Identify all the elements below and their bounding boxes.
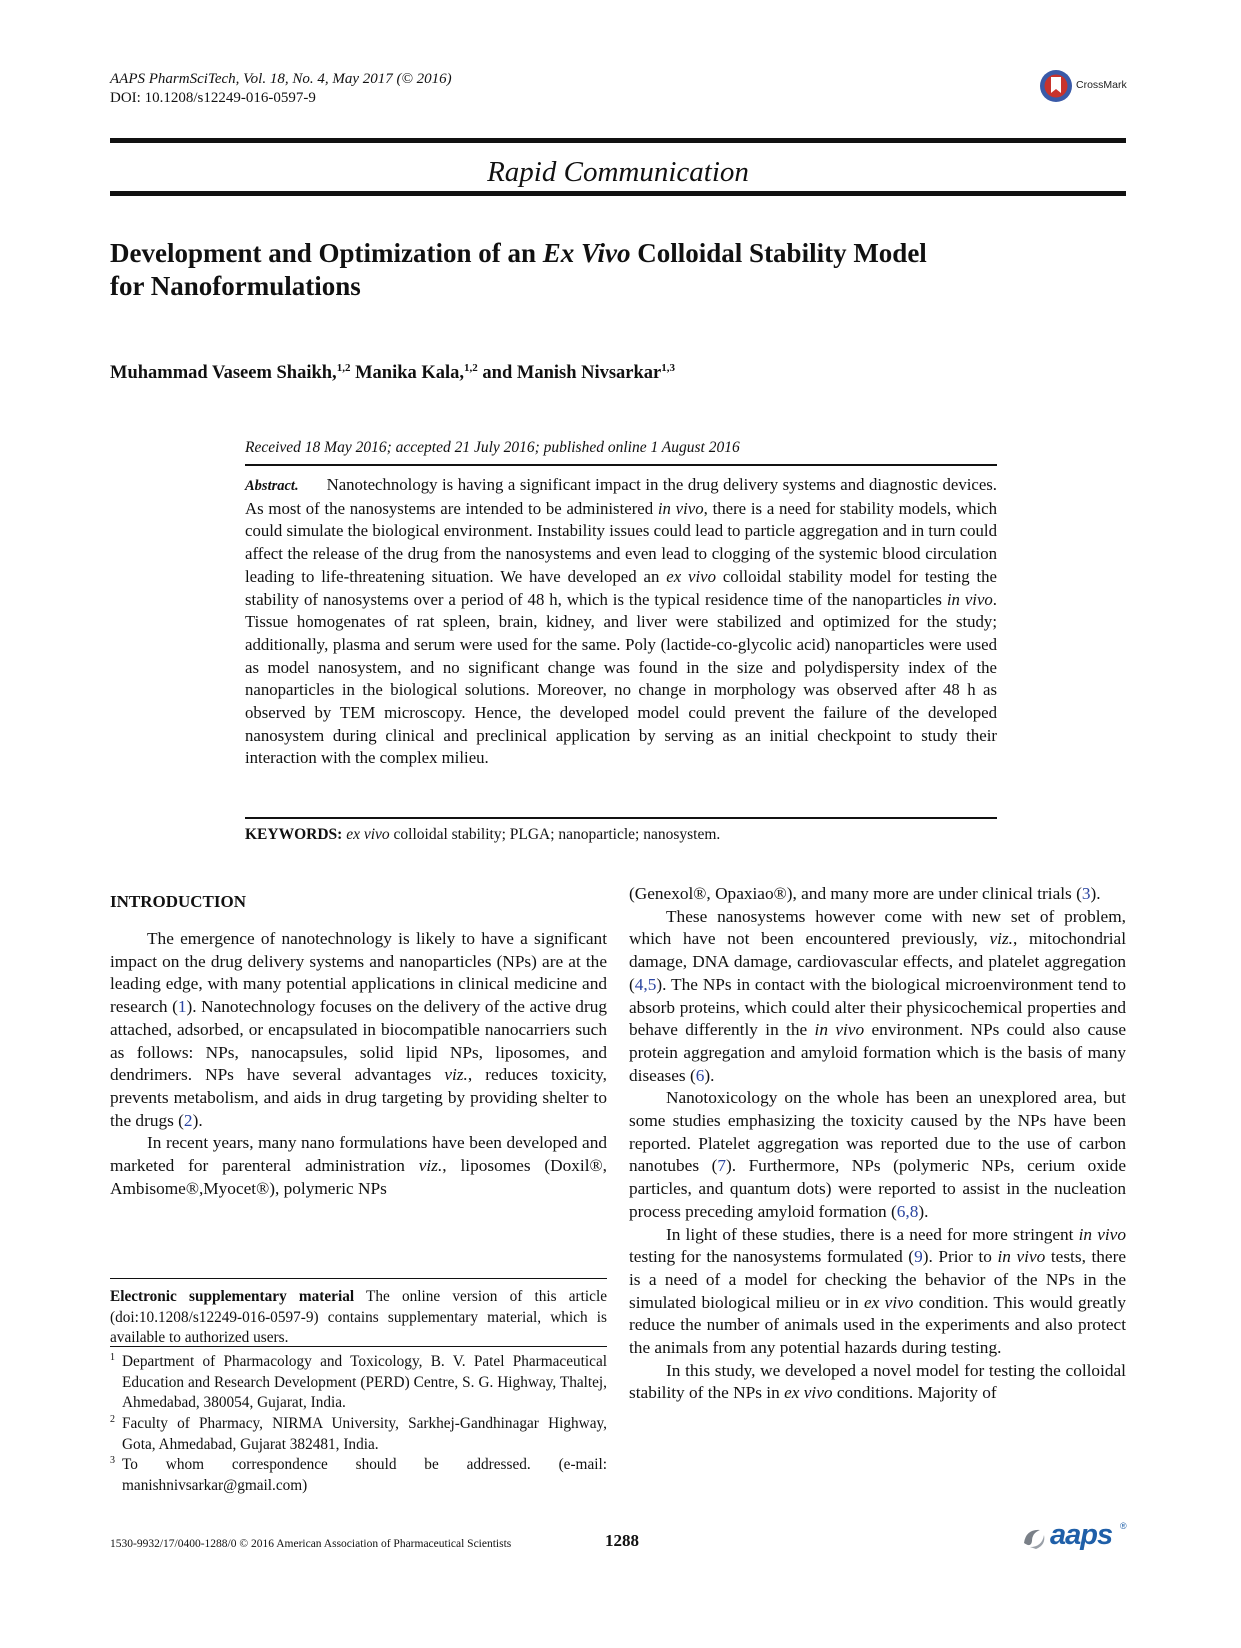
affiliation-1: 1 Department of Pharmacology and Toxicology, B. V. Patel Pharmaceutical Education and Research Development (PERD) Centre, S. G. Highway, Thaltej, Ahmedabad, 380054, Gujarat, India. bbox=[110, 1352, 607, 1411]
abstract-label: Abstract. bbox=[245, 478, 299, 494]
top-rule bbox=[110, 138, 1126, 143]
right-column-text bbox=[629, 883, 1126, 1405]
affiliation-3: 3 To whom correspondence should be addressed. (e-mail: manishnivsarkar@gmail.com) bbox=[110, 1455, 607, 1494]
page-number: 1288 bbox=[605, 1531, 639, 1550]
copyright-line: 1530-9932/17/0400-1288/0 © 2016 American Association of Pharmaceutical Scientists bbox=[110, 1538, 512, 1550]
aaps-wordmark: aaps bbox=[1050, 1519, 1113, 1551]
citation-link[interactable]: 1 bbox=[177, 997, 187, 1017]
doi[interactable]: DOI: 10.1208/s12249-016-0597-9 bbox=[110, 90, 316, 106]
supplementary-note: Electronic supplementary material The online version of this article (doi:10.1208/s12249-016-0597-9) contains supplementary material, which is available to authorized users. bbox=[110, 1288, 607, 1346]
left-column-text bbox=[110, 928, 607, 1200]
paragraph: In light of these studies, there is a need for more stringent in vivo testing for the nanosystems formulated (9). Prior to in vivo tests, there is a need of a model for checking the behavior of the NPs in the simulated biological milieu or in ex vivo condition. This would greatly reduce the number of animals used in the experiments and also protect the animals from any potential hazards during testing. bbox=[629, 1224, 1126, 1358]
author-name: Manika Kala, bbox=[350, 363, 465, 384]
paragraph: The emergence of nanotechnology is likely to have a significant impact on the drug delivery systems and nanoparticles (NPs) are at the leading edge, with many potential applications in clinical medicine and research (1). Nanotechnology focuses on the delivery of the active drug attached, adsorbed, or encapsulated in biocompatible nanocarriers such as follows: NPs, nanocapsules, solid lipid NPs, liposomes, and dendrimers. NPs have several advantages viz., reduces toxicity, prevents metabolism, and aids in drug targeting by providing shelter to the drugs (2). bbox=[110, 929, 607, 1130]
journal-citation: AAPS PharmSciTech, Vol. 18, No. 4, May 2017 (© 2016) bbox=[110, 71, 452, 87]
citation-link[interactable]: 2 bbox=[183, 1110, 193, 1130]
citation-link[interactable]: 7 bbox=[717, 1156, 726, 1176]
crossmark-label: CrossMark bbox=[1076, 79, 1127, 91]
author-name: Muhammad Vaseem Shaikh, bbox=[110, 363, 337, 384]
section-heading-introduction: INTRODUCTION bbox=[110, 892, 247, 911]
aaps-logo bbox=[1020, 1521, 1130, 1555]
citation-link[interactable]: 6,8 bbox=[896, 1201, 919, 1221]
crossmark-badge[interactable] bbox=[1038, 68, 1138, 104]
paragraph: These nanosystems however come with new set of problem, which have not been encountered previously, viz., mitochondrial damage, DNA damage, cardiovascular effects, and platelet aggregation (4,5). The NPs in contact with the biological microenvironment tend to absorb proteins, which could alter their physicochemical properties and behave differently in the in vivo environment. NPs could also cause protein aggregation and amyloid formation which is the basis of many diseases (6). bbox=[629, 906, 1127, 1085]
paragraph: (Genexol®, Opaxiao®), and many more are under clinical trials (3). bbox=[629, 884, 1101, 903]
author-name: and Manish Nivsarkar bbox=[477, 363, 662, 384]
received-dates: Received 18 May 2016; accepted 21 July 2016; published online 1 August 2016 bbox=[245, 439, 740, 456]
section-rule bbox=[110, 191, 1126, 196]
citation-link[interactable]: 6 bbox=[695, 1065, 705, 1085]
affiliation-2: 2 Faculty of Pharmacy, NIRMA University, Sarkhej-Gandhinagar Highway, Gota, Ahmedabad, Gujarat 382481, India. bbox=[110, 1414, 607, 1453]
footnote-rule bbox=[110, 1278, 607, 1279]
article-title: Development and Optimization of an Ex Vivo Colloidal Stability Model for Nanoformulations bbox=[110, 238, 927, 301]
abstract-bottom-rule bbox=[245, 817, 997, 819]
citation-link[interactable]: 9 bbox=[914, 1247, 923, 1267]
paragraph: In recent years, many nano formulations have been developed and marketed for parenteral administration viz., liposomes (Doxil®, Ambisome®,Myocet®), polymeric NPs bbox=[110, 1133, 607, 1198]
article-type: Rapid Communication bbox=[487, 156, 749, 188]
registered-mark: ® bbox=[1120, 1521, 1127, 1531]
abstract: Abstract. Nanotechnology is having a significant impact in the drug delivery systems and diagnostic devices. As most of the nanosystems are intended to be administered in vivo, there is a need for stability models, which could simulate the biological environment. Instability issues could lead to particle aggregation and in turn could affect the release of the drug from the nanosystems and even lead to clogging of the systemic blood circulation leading to life-threatening situation. We have developed an ex vivo colloidal stability model for testing the stability of nanosystems over a period of 48 h, which is the typical residence time of the nanoparticles in vivo. Tissue homogenates of rat spleen, brain, kidney, and liver were stabilized and optimized for the study; additionally, plasma and serum were used for the same. Poly (lactide-co-glycolic acid) nanoparticles were used as model nanosystem, and no significant change was found in the size and polydispersity index of the nanoparticles in the biological solutions. Moreover, no change in morphology was observed after 48 h as observed by TEM microscopy. Hence, the developed model could prevent the failure of the developed nanosystem during clinical and preclinical application by serving as an initial checkpoint to study their interaction with the complex milieu. bbox=[245, 475, 998, 768]
citation-link[interactable]: 4,5 bbox=[634, 974, 657, 994]
paragraph: In this study, we developed a novel model for testing the colloidal stability of the NPs in ex vivo conditions. Majority of bbox=[629, 1360, 1126, 1403]
author-list: Muhammad Vaseem Shaikh,$^{1,2}$ Manika Kala,$^{1,2}$ and Manish Nivsarkar$^{1,3}$ bbox=[110, 362, 676, 384]
paragraph: Nanotoxicology on the whole has been an unexplored area, but some studies emphasizing the toxicity caused by the NPs have been reported. Platelet aggregation was reported due to the use of carbon nanotubes (7). Furthermore, NPs (polymeric NPs, cerium oxide particles, and quantum dots) were reported to assist in the nucleation process preceding amyloid formation (6,8). bbox=[629, 1088, 1126, 1221]
citation-link[interactable]: 3 bbox=[1081, 884, 1091, 903]
abstract-top-rule bbox=[245, 464, 997, 466]
crossmark-icon bbox=[1038, 68, 1074, 104]
keywords: KEYWORDS: ex vivo colloidal stability; PLGA; nanoparticle; nanosystem. bbox=[245, 826, 721, 843]
affiliation-rule bbox=[110, 1346, 607, 1347]
